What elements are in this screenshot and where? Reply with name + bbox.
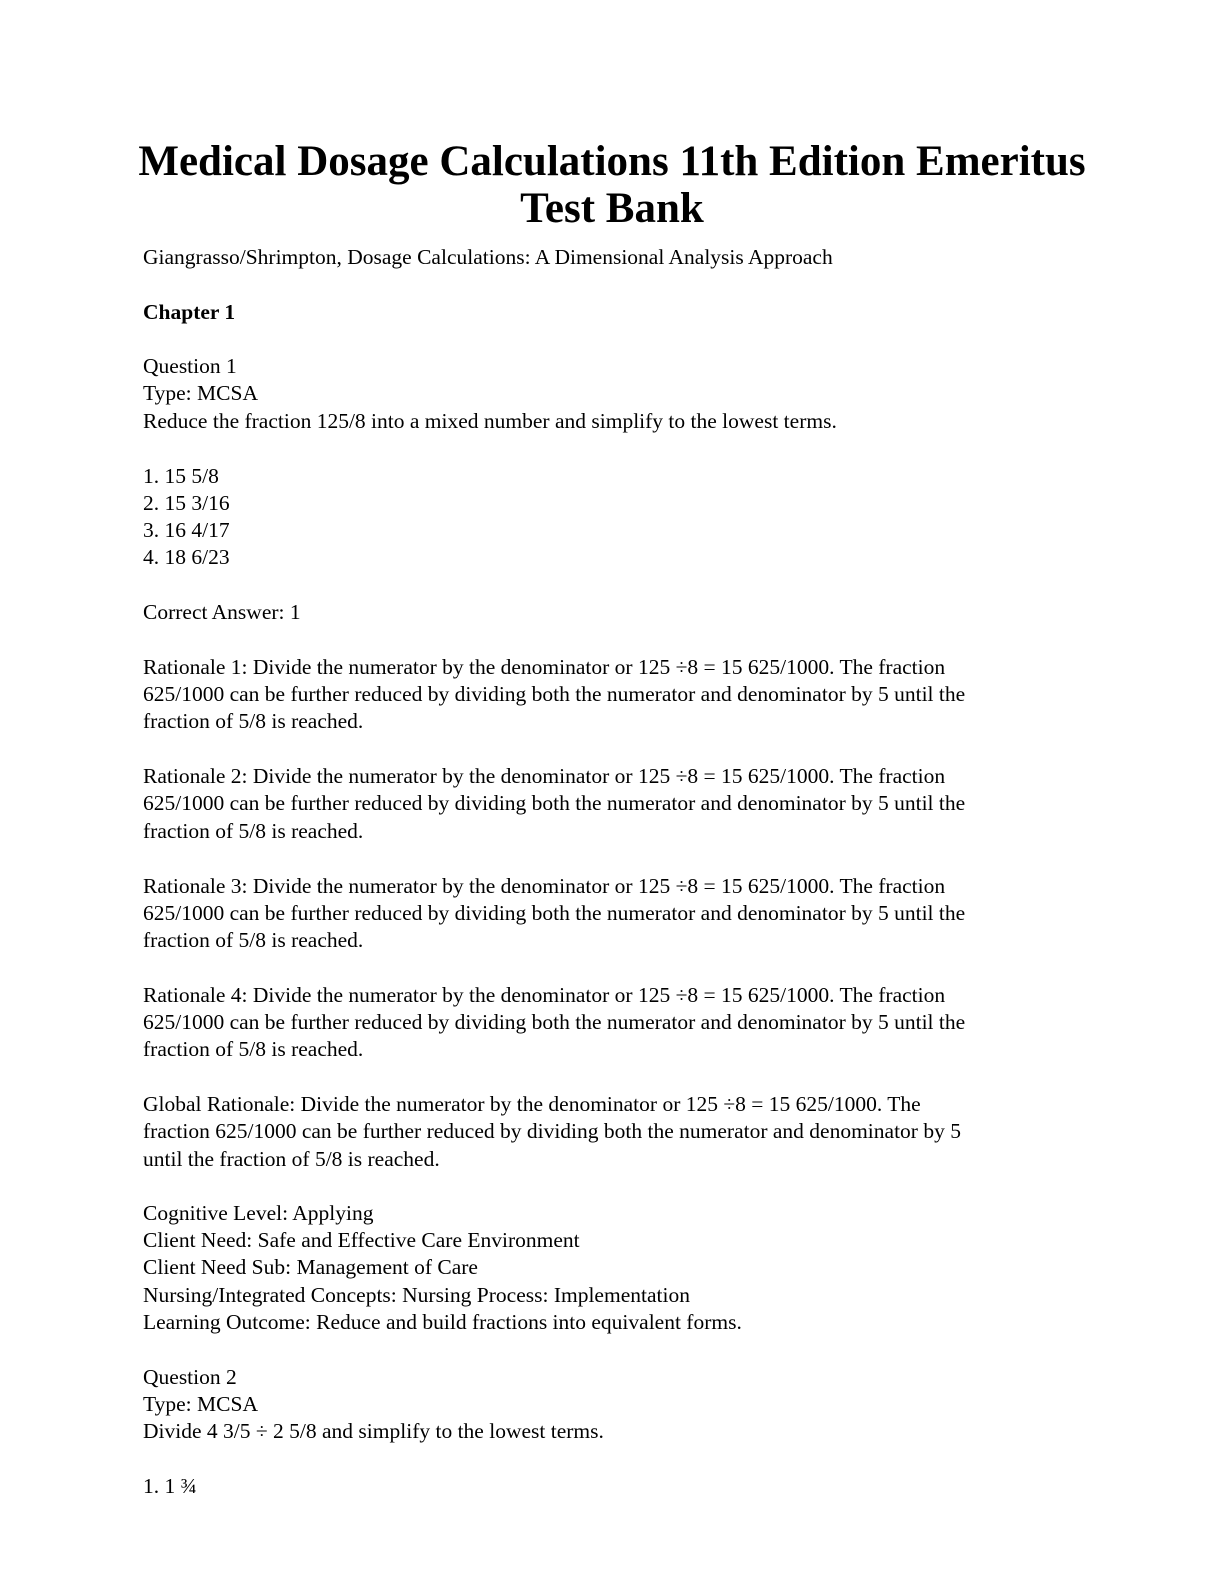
rationale-1-line: Rationale 1: Divide the numerator by the denominator or 125 ÷8 = 15 625/1000. The fraction	[143, 655, 946, 679]
question-1-option: 3. 16 4/17	[143, 518, 230, 542]
rationale-4-line: Rationale 4: Divide the numerator by the denominator or 125 ÷8 = 15 625/1000. The fraction	[143, 983, 946, 1007]
question-2-option: 1. 1 ¾	[143, 1474, 197, 1498]
question-2-number: Question 2	[143, 1365, 237, 1389]
question-2-prompt: Divide 4 3/5 ÷ 2 5/8 and simplify to the lowest terms.	[143, 1419, 604, 1443]
rationale-3-line: Rationale 3: Divide the numerator by the denominator or 125 ÷8 = 15 625/1000. The fraction	[143, 874, 946, 898]
question-1-type: Type: MCSA	[143, 381, 258, 405]
rationale-2-line: 625/1000 can be further reduced by dividing both the numerator and denominator by 5 until the	[143, 791, 966, 815]
global-rationale-line: Global Rationale: Divide the numerator by the denominator or 125 ÷8 = 15 625/1000. The	[143, 1092, 921, 1116]
rationale-3-line: fraction of 5/8 is reached.	[143, 928, 364, 952]
question-1-number: Question 1	[143, 354, 237, 378]
document-title	[60, 138, 1164, 232]
chapter-heading: Chapter 1	[143, 300, 236, 324]
rationale-4-line: 625/1000 can be further reduced by dividing both the numerator and denominator by 5 until the	[143, 1010, 966, 1034]
rationale-3-line: 625/1000 can be further reduced by dividing both the numerator and denominator by 5 until the	[143, 901, 966, 925]
title-line-1: Medical Dosage Calculations 11th Edition Emeritus	[138, 138, 1086, 185]
client-need-sub: Client Need Sub: Management of Care	[143, 1255, 478, 1279]
cognitive-level: Cognitive Level: Applying	[143, 1201, 374, 1225]
rationale-2-line: fraction of 5/8 is reached.	[143, 819, 364, 843]
client-need: Client Need: Safe and Effective Care Environment	[143, 1228, 580, 1252]
nursing-concepts: Nursing/Integrated Concepts: Nursing Process: Implementation	[143, 1283, 690, 1307]
correct-answer: Correct Answer: 1	[143, 600, 301, 624]
rationale-1-line: 625/1000 can be further reduced by dividing both the numerator and denominator by 5 until the	[143, 682, 966, 706]
rationale-1-line: fraction of 5/8 is reached.	[143, 709, 364, 733]
question-1-option: 1. 15 5/8	[143, 464, 219, 488]
subtitle: Giangrasso/Shrimpton, Dosage Calculations: A Dimensional Analysis Approach	[143, 245, 833, 269]
question-1-option: 4. 18 6/23	[143, 545, 230, 569]
rationale-4-line: fraction of 5/8 is reached.	[143, 1037, 364, 1061]
rationale-2-line: Rationale 2: Divide the numerator by the denominator or 125 ÷8 = 15 625/1000. The fraction	[143, 764, 946, 788]
title-line-2: Test Bank	[520, 185, 704, 232]
global-rationale-line: until the fraction of 5/8 is reached.	[143, 1147, 440, 1171]
question-1-prompt: Reduce the fraction 125/8 into a mixed number and simplify to the lowest terms.	[143, 409, 837, 433]
learning-outcome: Learning Outcome: Reduce and build fractions into equivalent forms.	[143, 1310, 742, 1334]
question-1-option: 2. 15 3/16	[143, 491, 230, 515]
global-rationale-line: fraction 625/1000 can be further reduced by dividing both the numerator and denominator by 5	[143, 1119, 961, 1143]
question-2-type: Type: MCSA	[143, 1392, 258, 1416]
